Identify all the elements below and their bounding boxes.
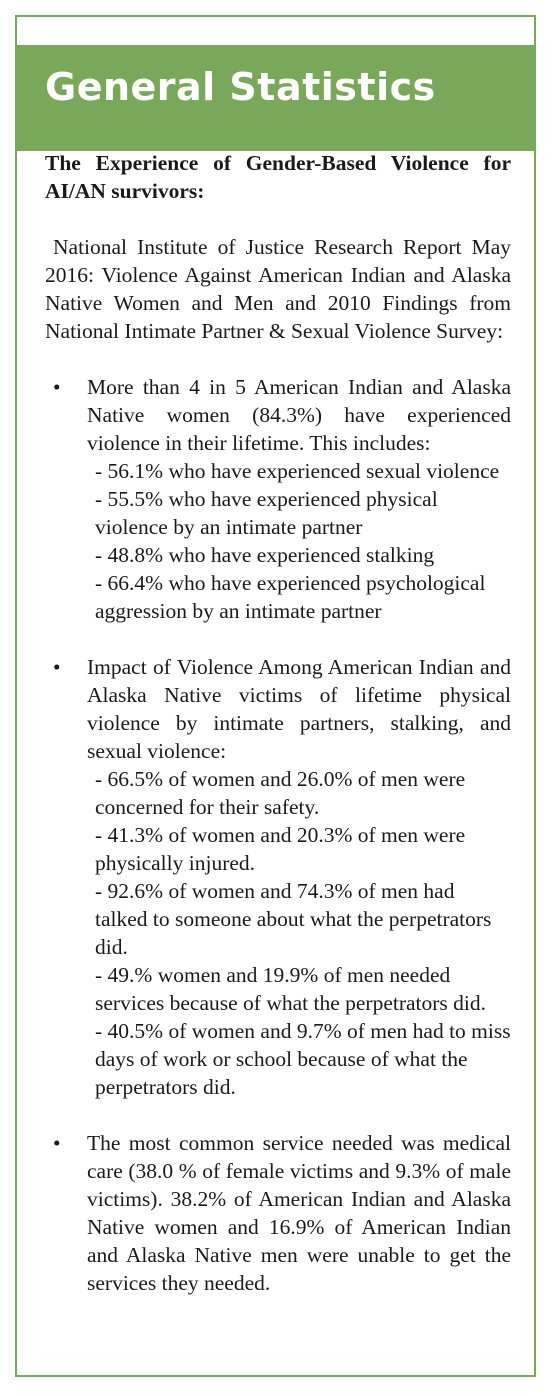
content-body: [45, 149, 511, 1325]
page-title: General Statistics: [45, 65, 436, 109]
bullet-icon: •: [53, 375, 61, 399]
section-subheading: The Experience of Gender-Based Violence for AI/AN survivors:: [45, 151, 511, 203]
statistics-panel: [15, 15, 536, 1377]
statistics-list: [45, 373, 511, 1297]
sub-list-item: - 48.8% who have experienced stalking: [95, 543, 435, 567]
sub-list-item: - 49.% women and 19.9% of men needed services because of what the perpetrators did.: [95, 963, 487, 1015]
sub-list: [87, 765, 511, 1101]
list-item: [45, 653, 511, 1101]
bullet-text: The most common service needed was medical care (38.0 % of female victims and 9.3% of male victims). 38.2% of American Indian and Alaska Native women and 16.9% of American Indian and Alaska Native men were unable to get the services they needed.: [87, 1131, 511, 1295]
bullet-icon: •: [53, 655, 61, 679]
intro-paragraph: National Institute of Justice Research Report May 2016: Violence Against American Indian and Alaska Native Women and Men and 2010 Findings from National Intimate Partner & Sexual Violence Survey:: [45, 235, 511, 343]
sub-list-item: - 66.4% who have experienced psychological aggression by an intimate partner: [95, 571, 486, 623]
bullet-text: Impact of Violence Among American Indian and Alaska Native victims of lifetime physical violence by intimate partners, stalking, and sexual violence:: [87, 655, 511, 763]
sub-list-item: - 66.5% of women and 26.0% of men were concerned for their safety.: [95, 767, 466, 819]
bullet-icon: •: [53, 1131, 61, 1155]
sub-list-item: - 41.3% of women and 20.3% of men were physically injured.: [95, 823, 466, 875]
header-banner: [17, 45, 534, 151]
sub-list-item: - 55.5% who have experienced physical violence by an intimate partner: [95, 487, 438, 539]
list-item: [45, 1129, 511, 1297]
sub-list-item: - 40.5% of women and 9.7% of men had to miss days of work or school because of what the perpetrators did.: [95, 1019, 511, 1099]
sub-list: [87, 457, 511, 625]
sub-list-item: - 56.1% who have experienced sexual violence: [95, 459, 500, 483]
list-item: [45, 373, 511, 625]
sub-list-item: - 92.6% of women and 74.3% of men had talked to someone about what the perpetrators did.: [95, 879, 492, 959]
bullet-text: More than 4 in 5 American Indian and Alaska Native women (84.3%) have experienced violence in their lifetime. This includes:: [87, 375, 511, 455]
